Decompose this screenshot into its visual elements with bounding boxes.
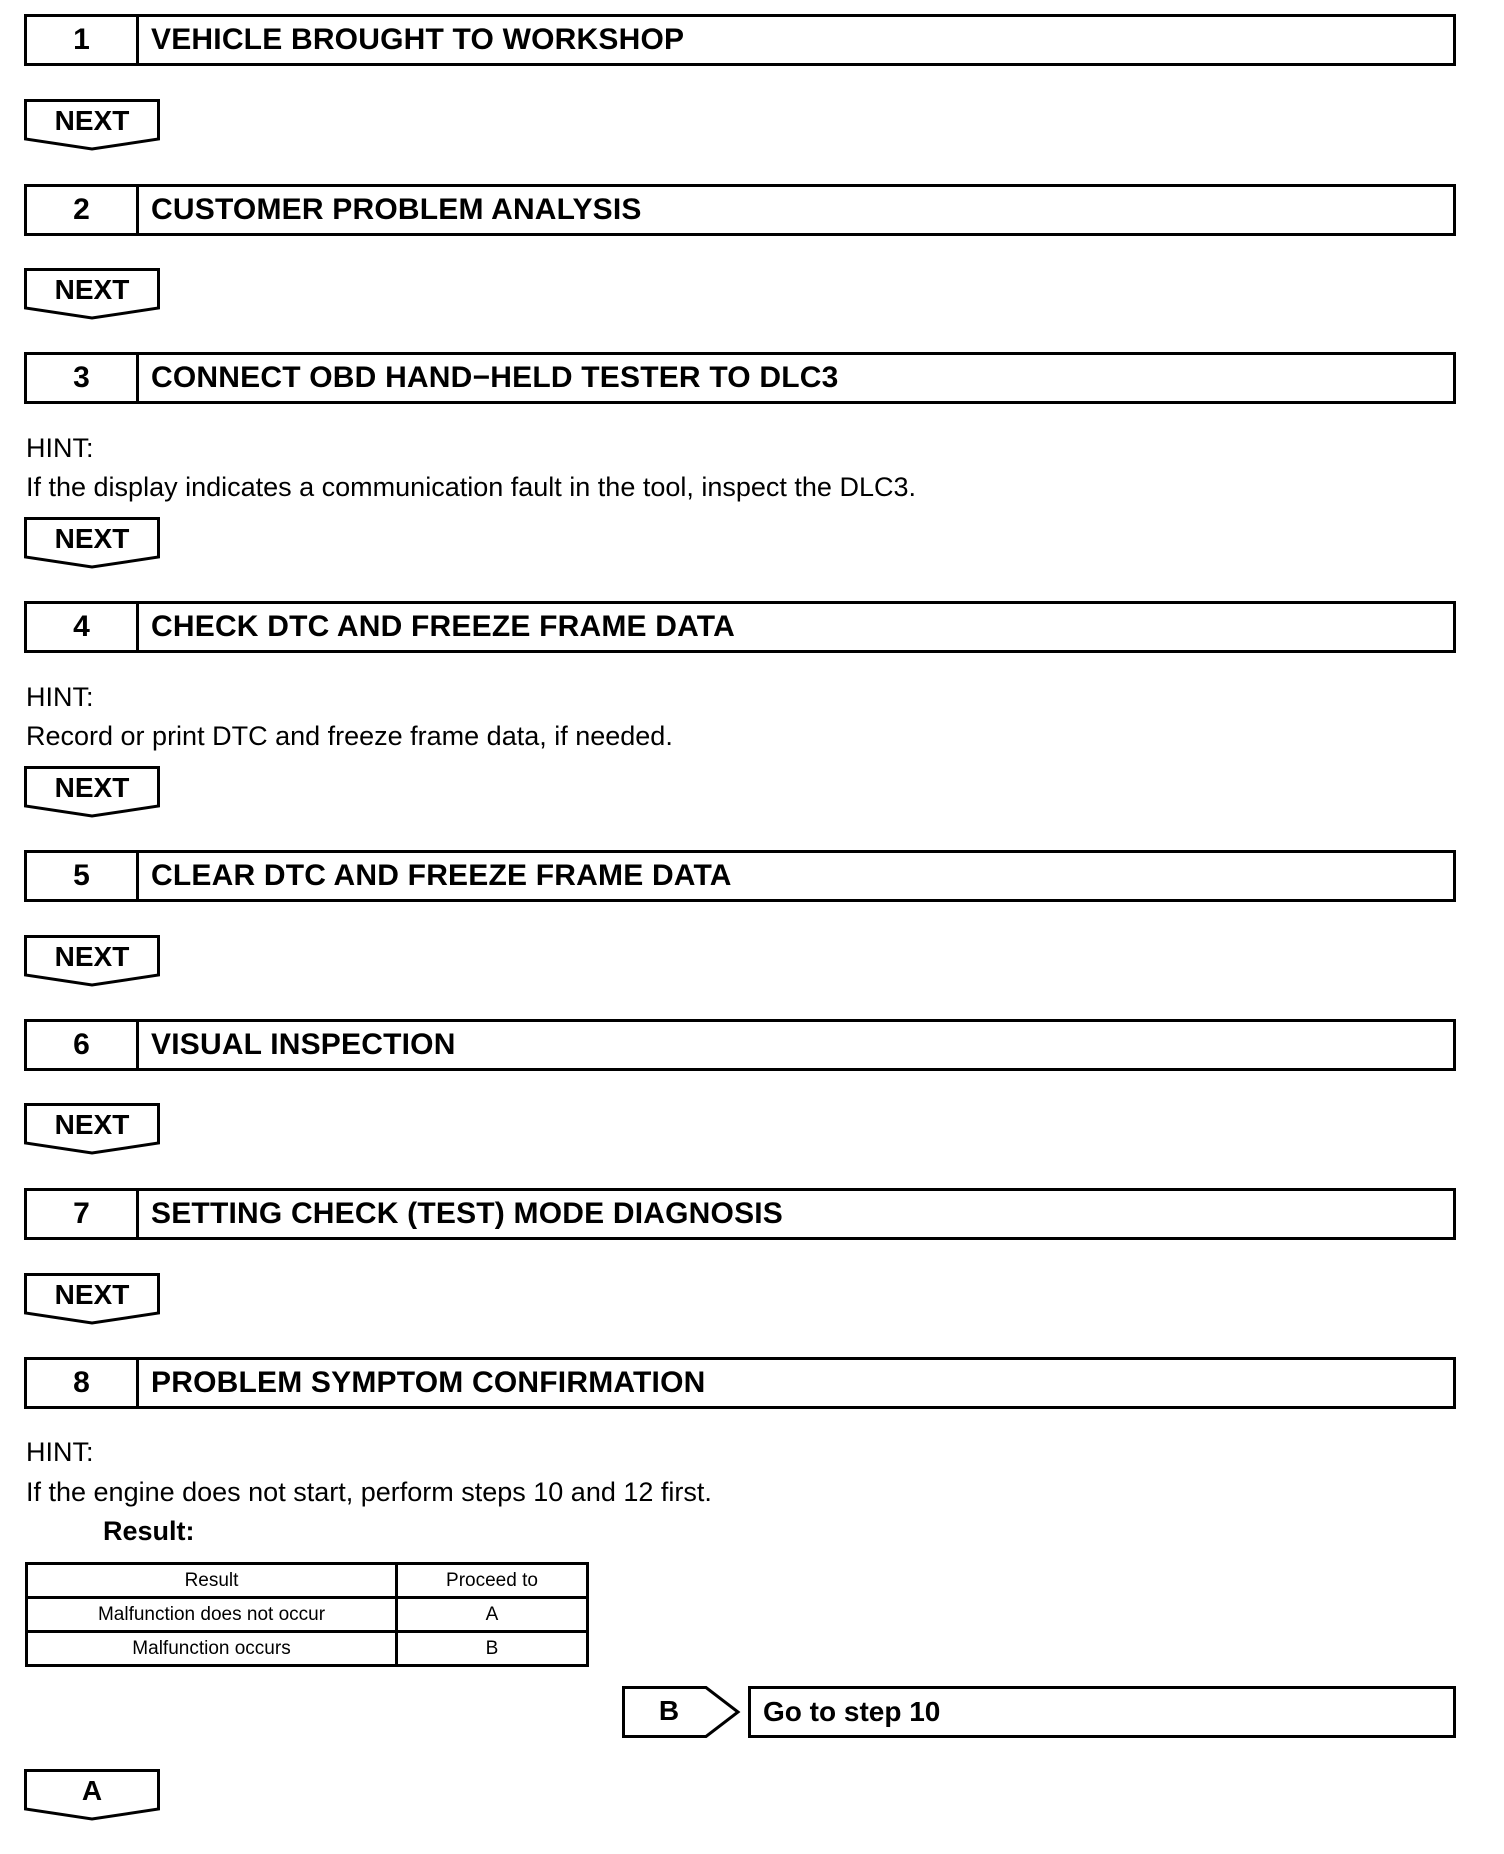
hint-label: HINT: [26, 433, 94, 463]
hint-label: HINT: [26, 1437, 94, 1467]
branch-a-button[interactable] [24, 1769, 160, 1821]
branch-a-label: A [81, 1775, 103, 1806]
step-title: CUSTOMER PROBLEM ANALYSIS [151, 193, 642, 226]
step-title: CLEAR DTC AND FREEZE FRAME DATA [151, 859, 732, 892]
step-title: PROBLEM SYMPTOM CONFIRMATION [151, 1366, 706, 1399]
result-cell: Malfunction occurs [27, 1632, 397, 1666]
step-title: SETTING CHECK (TEST) MODE DIAGNOSIS [151, 1197, 784, 1230]
next-button[interactable] [24, 1103, 160, 1155]
header-proceed: Proceed to [397, 1564, 588, 1598]
next-label: NEXT [54, 523, 130, 554]
step-6 [24, 1019, 1456, 1071]
hint-text: Record or print DTC and freeze frame data, if needed. [26, 721, 673, 751]
next-button[interactable] [24, 1273, 160, 1325]
branch-b-label: B [658, 1695, 680, 1726]
hint-label: HINT: [26, 682, 94, 712]
next-label: NEXT [54, 772, 130, 803]
table-row [27, 1598, 588, 1632]
step-number: 1 [27, 17, 139, 63]
next-button[interactable] [24, 99, 160, 151]
go-to-step-10-link[interactable]: Go to step 10 [748, 1686, 1456, 1738]
step-title: CHECK DTC AND FREEZE FRAME DATA [151, 610, 735, 643]
next-label: NEXT [54, 274, 130, 305]
header-result: Result [27, 1564, 397, 1598]
step-title: VISUAL INSPECTION [151, 1028, 456, 1061]
next-button[interactable] [24, 766, 160, 818]
step-number: 8 [27, 1360, 139, 1406]
table-row [27, 1632, 588, 1666]
proceed-cell: A [397, 1598, 588, 1632]
next-label: NEXT [54, 1109, 130, 1140]
step-title: CONNECT OBD HAND−HELD TESTER TO DLC3 [151, 361, 839, 394]
next-label: NEXT [54, 105, 130, 136]
result-cell: Malfunction does not occur [27, 1598, 397, 1632]
next-label: NEXT [54, 941, 130, 972]
step-number: 3 [27, 355, 139, 401]
step-8 [24, 1357, 1456, 1409]
hint-text: If the display indicates a communication fault in the tool, inspect the DLC3. [26, 472, 916, 502]
step-number: 5 [27, 853, 139, 899]
step-title: VEHICLE BROUGHT TO WORKSHOP [151, 23, 685, 56]
result-table [25, 1562, 589, 1667]
step-3 [24, 352, 1456, 404]
table-header-row [27, 1564, 588, 1598]
next-button[interactable] [24, 935, 160, 987]
step-2 [24, 184, 1456, 236]
next-button[interactable] [24, 517, 160, 569]
step-5 [24, 850, 1456, 902]
step-number: 4 [27, 604, 139, 650]
branch-b-button[interactable] [622, 1686, 742, 1738]
hint-text: If the engine does not start, perform steps 10 and 12 first. [26, 1477, 712, 1507]
next-button[interactable] [24, 268, 160, 320]
step-1 [24, 14, 1456, 66]
step-number: 2 [27, 187, 139, 233]
next-label: NEXT [54, 1279, 130, 1310]
step-4 [24, 601, 1456, 653]
result-label: Result: [103, 1516, 195, 1546]
step-7 [24, 1188, 1456, 1240]
step-number: 6 [27, 1022, 139, 1068]
proceed-cell: B [397, 1632, 588, 1666]
step-number: 7 [27, 1191, 139, 1237]
